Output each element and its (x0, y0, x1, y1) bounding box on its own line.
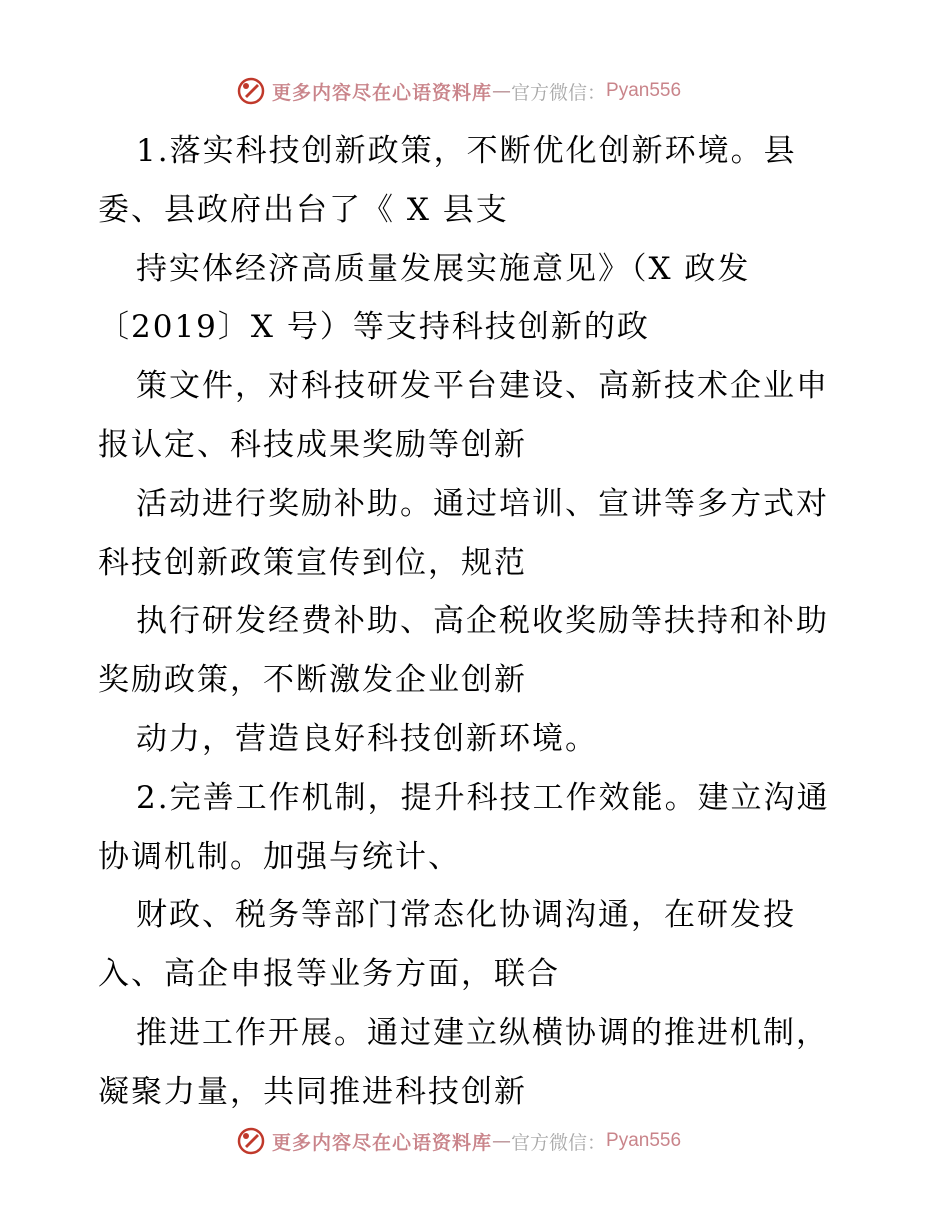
text-line: 〔2019〕X 号）等支持科技创新的政 (98, 309, 650, 346)
text-line: 财政、税务等部门常态化协调沟通，在研发投 (136, 897, 796, 934)
watermark-text: 更多内容尽在心语资料库 (272, 1131, 493, 1154)
watermark-wechat-label: 官方微信： (511, 1131, 607, 1154)
text-line: 执行研发经费补助、高企税收奖励等扶持和补助 (136, 603, 829, 640)
text-line: 推进工作开展。通过建立纵横协调的推进机制， (136, 1014, 829, 1051)
text-line: 协调机制。加强与统计、 (98, 838, 461, 875)
text-line: 1.落实科技创新政策，不断优化创新环境。县 (136, 133, 797, 169)
watermark-wechat-label: 官方微信： (511, 81, 607, 104)
text-line: 策文件，对科技研发平台建设、高新技术企业申 (136, 368, 829, 405)
text-line: 动力，营造良好科技创新环境。 (136, 720, 598, 757)
text-line: 科技创新政策宣传到位，规范 (98, 544, 527, 581)
document-body (98, 122, 868, 1122)
watermark-separator: — (492, 80, 512, 102)
brand-logo-icon (236, 1126, 266, 1156)
watermark-wechat-id: Pyan556 (606, 1130, 682, 1151)
text-line: 活动进行奖励补助。通过培训、宣讲等多方式对 (136, 485, 829, 522)
text-line: 2.完善工作机制，提升科技工作效能。建立沟通 (136, 779, 830, 816)
text-line: 入、高企申报等业务方面，联合 (98, 956, 560, 993)
watermark-separator: — (492, 1130, 512, 1152)
watermark-text: 更多内容尽在心语资料库 (272, 81, 493, 104)
text-line: 委、县政府出台了《 X 县支 (98, 191, 509, 228)
text-line: 奖励政策，不断激发企业创新 (98, 662, 527, 699)
header-watermark (236, 74, 681, 108)
footer-watermark (236, 1124, 681, 1158)
text-line: 报认定、科技成果奖励等创新 (98, 426, 527, 463)
text-line: 持实体经济高质量发展实施意见》（X 政发 (136, 250, 751, 287)
text-line: 凝聚力量，共同推进科技创新 (98, 1073, 527, 1110)
brand-logo-icon (236, 76, 266, 106)
watermark-wechat-id: Pyan556 (606, 80, 682, 101)
